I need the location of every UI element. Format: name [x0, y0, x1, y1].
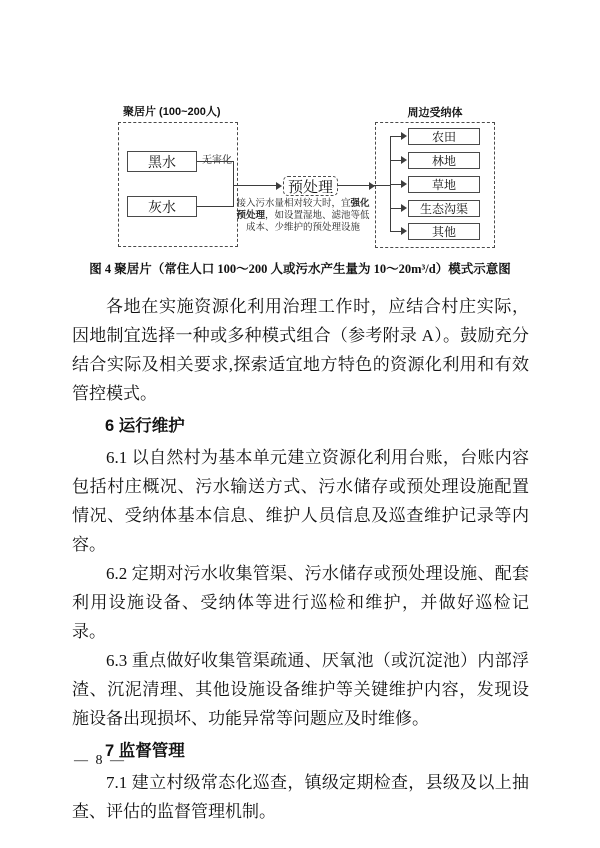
note-text-bold: 强化预处理: [236, 198, 370, 221]
figure-caption: 图 4 聚居片（常住人口 100～200 人或污水产生量为 10～20m³/d）模式示意图: [89, 262, 511, 276]
arrowhead-icon: [401, 156, 407, 164]
receiver-box-other: 其他: [408, 223, 480, 240]
receiver-box-eco-ditch: 生态沟渠: [408, 200, 480, 217]
connector-line: [233, 185, 277, 186]
harmless-label: [202, 151, 232, 166]
receiver-box-farmland: 农田: [408, 128, 480, 145]
paragraph-intro: 各地在实施资源化利用治理工作时，应结合村庄实际，因地制宜选择一种或多种模式组合（参考附录 A）。鼓励充分结合实际及相关要求,探索适宜地方特色的资源化利用和有效管控模式。: [72, 297, 529, 403]
cluster-dashed-box: [118, 122, 238, 247]
arrowhead-icon: [401, 227, 407, 235]
page-number: — 8 —: [74, 753, 126, 768]
arrowhead-icon: [401, 180, 407, 188]
connector-line: [197, 206, 233, 207]
paragraph-6-2: 6.2 定期对污水收集管渠、污水储存或预处理设施、配套利用设施设备、受纳体等进行巡检和维护，并做好巡检记录。: [72, 564, 529, 641]
heading-section-6: 6 运行维护: [105, 417, 185, 435]
pretreatment-box: 预处理: [283, 176, 338, 196]
heading-section-7: 7 监督管理: [105, 742, 185, 760]
receiver-box-grassland: 草地: [408, 176, 480, 193]
note-text-start: 接入污水量相对较大时，宜: [236, 198, 351, 209]
cluster-label: 聚居片 (100~200人): [123, 106, 221, 118]
receiver-label: 周边受纳体: [407, 107, 463, 119]
arrowhead-icon: [401, 204, 407, 212]
connector-line: [197, 161, 233, 162]
paragraph-7-1: 7.1 建立村级常态化巡查，镇级定期检查，县级及以上抽查、评估的监督管理机制。: [72, 773, 529, 821]
connector-line: [233, 161, 234, 207]
blackwater-box: 黑水: [127, 151, 197, 172]
paragraph-6-1: 6.1 以自然村为基本单元建立资源化利用台账，台账内容包括村庄概况、污水输送方式、污水储存或预处理设施配置情况、受纳体基本信息、维护人员信息及巡查维护记录等内容。: [72, 448, 529, 554]
pretreatment-note: [236, 198, 370, 234]
receiver-box-forest: 林地: [408, 152, 480, 169]
note-text-end: ，如设置湿地、滤池等低成本、少维护的预处理设施: [245, 210, 370, 233]
paragraph-6-3: 6.3 重点做好收集管渠疏通、厌氧池（或沉淀池）内部浮渣、沉泥清理、其他设施设备维护等关键维护内容，发现设施设备出现损坏、功能异常等问题应及时维修。: [72, 651, 529, 728]
greywater-box: 灰水: [127, 196, 197, 217]
arrowhead-icon: [276, 182, 282, 190]
body-text: [72, 292, 529, 826]
arrowhead-icon: [401, 132, 407, 140]
